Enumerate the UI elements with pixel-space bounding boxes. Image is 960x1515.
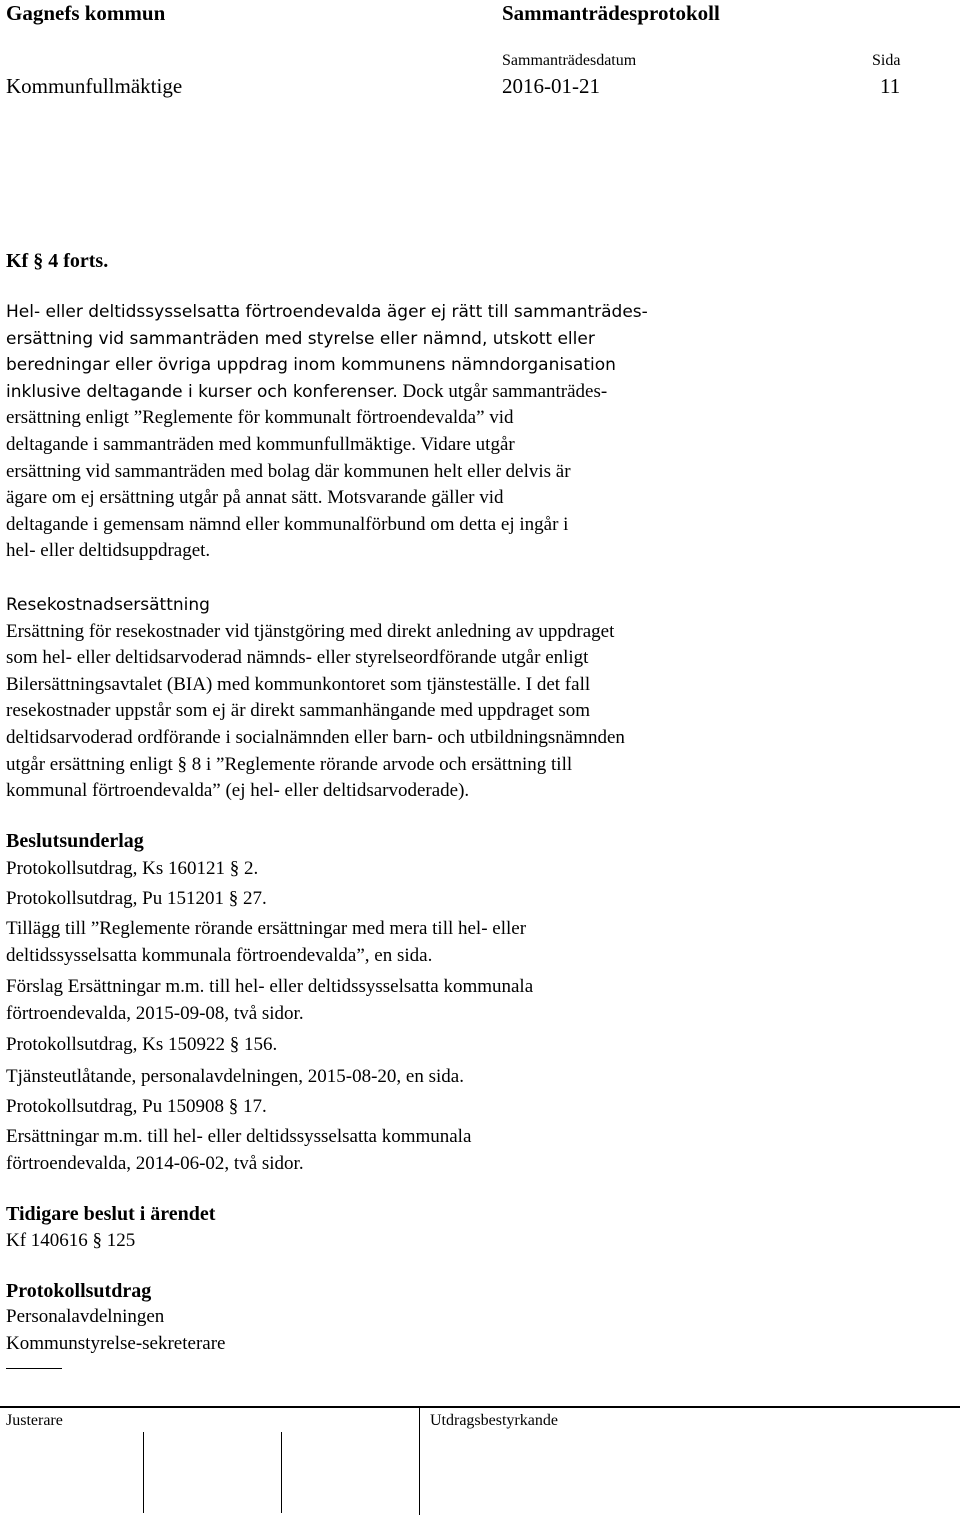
signature-divider [419, 1408, 420, 1515]
meeting-date: 2016-01-21 [502, 74, 600, 98]
extract-heading: Protokollsutdrag [6, 1280, 152, 1302]
document-type: Sammanträdesprotokoll [502, 1, 720, 25]
certification-label: Utdragsbestyrkande [430, 1412, 558, 1429]
prior-item: Kf 140616 § 125 [6, 1230, 136, 1251]
travel-section [6, 592, 625, 805]
extract-item: Kommunstyrelse-sekreterare [6, 1333, 226, 1354]
signature-divider [143, 1432, 144, 1513]
signature-divider [281, 1432, 282, 1513]
basis-item: Tjänsteutlåtande, personalavdelningen, 2015-08-20, en sida. [6, 1066, 464, 1087]
basis-heading: Beslutsunderlag [6, 830, 144, 852]
paragraph-line: deltidsarvoderad ordförande i socialnämnden eller barn- och utbildningsnämnden [6, 726, 625, 748]
intro-paragraph [6, 299, 648, 565]
paragraph-line: inklusive deltagande i kurser och konferenser. Dock utgår sammanträdes- [6, 380, 608, 402]
travel-subheading: Resekostnadsersättning [6, 595, 210, 615]
basis-item: förtroendevalda, 2014-06-02, två sidor. [6, 1153, 304, 1174]
paragraph-line: beredningar eller övriga uppdrag inom kommunens nämndorganisation [6, 355, 616, 376]
paragraph-line: resekostnader uppstår som ej är direkt sammanhängande med uppdraget som [6, 700, 591, 722]
page-label: Sida [872, 52, 901, 69]
footer-rule [0, 1406, 960, 1408]
basis-item: Tillägg till ”Reglemente rörande ersättningar med mera till hel- eller [6, 918, 527, 939]
basis-item: Protokollsutdrag, Ks 160121 § 2. [6, 858, 259, 879]
paragraph-line: Bilersättningsavtalet (BIA) med kommunkontoret som tjänsteställe. I det fall [6, 673, 591, 695]
paragraph-line: Hel- eller deltidssysselsatta förtroendevalda äger ej rätt till sammanträdes- [6, 302, 648, 322]
paragraph-line: deltagande i sammanträden med kommunfullmäktige. Vidare utgår [6, 433, 515, 455]
basis-item: Protokollsutdrag, Ks 150922 § 156. [6, 1034, 278, 1055]
basis-item: Förslag Ersättningar m.m. till hel- eller deltidssysselsatta kommunala [6, 976, 534, 997]
basis-item: Ersättningar m.m. till hel- eller deltidssysselsatta kommunala [6, 1126, 472, 1147]
paragraph-line: ersättning vid sammanträden med styrelse eller nämnd, utskott eller [6, 328, 595, 349]
paragraph-line: ersättning vid sammanträden med bolag där kommunen helt eller delvis är [6, 460, 571, 482]
basis-item: Protokollsutdrag, Pu 151201 § 27. [6, 888, 267, 909]
paragraph-line: ersättning enligt ”Reglemente för kommunalt förtroendevalda” vid [6, 407, 514, 429]
paragraph-line: Ersättning för resekostnader vid tjänstgöring med direkt anledning av uppdraget [6, 620, 615, 642]
meeting-date-label: Sammanträdesdatum [502, 52, 637, 69]
paragraph-line: hel- eller deltidsuppdraget. [6, 540, 211, 562]
body-name: Kommunfullmäktige [6, 74, 183, 98]
section-title: Kf § 4 forts. [6, 250, 109, 272]
extract-item: Personalavdelningen [6, 1306, 165, 1327]
paragraph-line: deltagande i gemensam nämnd eller kommunalförbund om detta ej ingår i [6, 513, 569, 535]
basis-item: förtroendevalda, 2015-09-08, två sidor. [6, 1003, 304, 1024]
organization-name: Gagnefs kommun [6, 1, 166, 25]
prior-heading: Tidigare beslut i ärendet [6, 1203, 216, 1225]
separator [6, 1368, 62, 1369]
page-number: 11 [880, 74, 901, 98]
paragraph-line: som hel- eller deltidsarvoderad nämnds- eller styrelseordförande utgår enligt [6, 647, 589, 669]
basis-item: Protokollsutdrag, Pu 150908 § 17. [6, 1096, 267, 1117]
paragraph-line: kommunal förtroendevalda” (ej hel- eller deltidsarvoderade). [6, 780, 470, 802]
paragraph-line: ägare om ej ersättning utgår på annat sätt. Motsvarande gäller vid [6, 487, 504, 509]
paragraph-line: utgår ersättning enligt § 8 i ”Reglemente rörande arvode och ersättning till [6, 753, 573, 775]
basis-item: deltidssysselsatta kommunala förtroendevalda”, en sida. [6, 945, 433, 966]
adjusters-label: Justerare [6, 1412, 63, 1429]
